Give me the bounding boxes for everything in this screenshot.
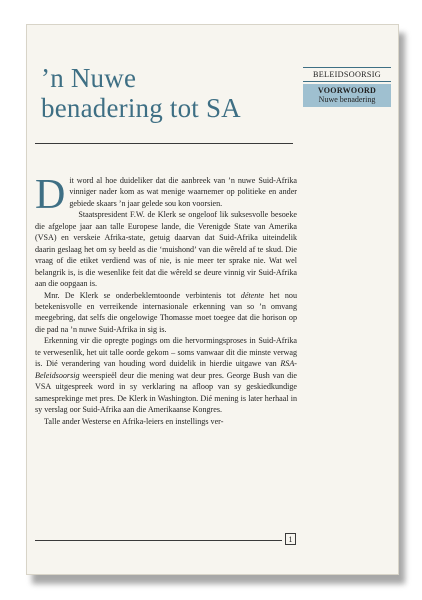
paragraph-4-text-b: weerspieël deur die mening wat deur pres. George Bush van die VSA uitgespreek word in sy verklaring na afloop van sy geskiedkundige samesprekinge met pres. De Klerk in Washington. Dié mening is later herhaal in sy verslag oor Suid-Afrika aan die Amerikaanse Kongres.: [35, 370, 297, 415]
paragraph-4-text-a: Erkenning vir die opregte pogings om die hervormingsproses in Suid-Afrika te verwesenlik, het uit talle oorde gekom – soms vanwaar dit die minste verwag is. Dié verandering van houding word duidelik in hierdie uitgawe van: [35, 336, 297, 369]
section-heading: VOORWOORD: [317, 86, 377, 95]
paragraph-4: [35, 335, 297, 415]
paragraph-1: [35, 172, 297, 218]
page-title: [41, 63, 301, 123]
section-subheading: Nuwe benadering: [318, 95, 376, 104]
drop-cap: D: [35, 172, 66, 218]
title-line-2: benadering tot SA: [41, 93, 241, 123]
paragraph-2: Staatspresident F.W. de Klerk se ongeloof lik suksesvolle besoeke die afgelope jaar aan talle Europese lande, die Verenigde State van Amerika (VSA) en verskeie Afrika-state, getuig daarvan dat Suid-Afrika uiteindelik daarin geslaag het om sy beeld as die ‘muishond’ van die wêreld af te skud. Die vraag of die etiket verdiend was of nie, is nie meer ter sprake nie. Wat wel belangrik is, is die wesenlike feit dat die wêreld se deure vinnig vir Suid-Afrika aan die oopgaan is.: [35, 210, 297, 289]
paragraph-3-text-b: het nou betekenisvolle en verreikende internasionale erkenning van so ’n omvang meegebring, dat selfs die ongelowige Thomasse moet toegee dat die horison op die pad na ’n nuwe Suid-Afrika in sig is.: [35, 290, 298, 334]
paragraph-3: [35, 290, 297, 336]
article-body: [35, 172, 298, 427]
sidebar-rule-bottom: [303, 81, 391, 82]
section-label: BELEIDSOORSIG: [312, 70, 382, 79]
paragraph-1-text: it word al hoe duideliker dat die aanbreek van ’n nuwe Suid-Afrika vinniger nader kom as wat menige waarnemer op politieke en ander gebiede skaars ’n jaar gelede sou kon voorsien.: [69, 176, 297, 208]
footer-divider: [35, 540, 282, 541]
paragraph-5: Talle ander Westerse en Afrika-leiers en instellings ver-: [44, 416, 224, 426]
document-page: [26, 24, 399, 575]
title-line-1: ’n Nuwe: [41, 63, 137, 93]
paragraph-3-text-a: Mnr. De Klerk se onderbeklemtoonde verbintenis tot: [44, 290, 241, 300]
paragraph-4-italic: RSA-Beleidsoorsig: [35, 359, 297, 380]
title-divider: [35, 143, 293, 144]
section-sidebar: [303, 67, 391, 107]
page-number: 1: [285, 533, 296, 545]
section-box: [303, 84, 391, 107]
paragraph-3-italic: détente: [240, 290, 265, 300]
